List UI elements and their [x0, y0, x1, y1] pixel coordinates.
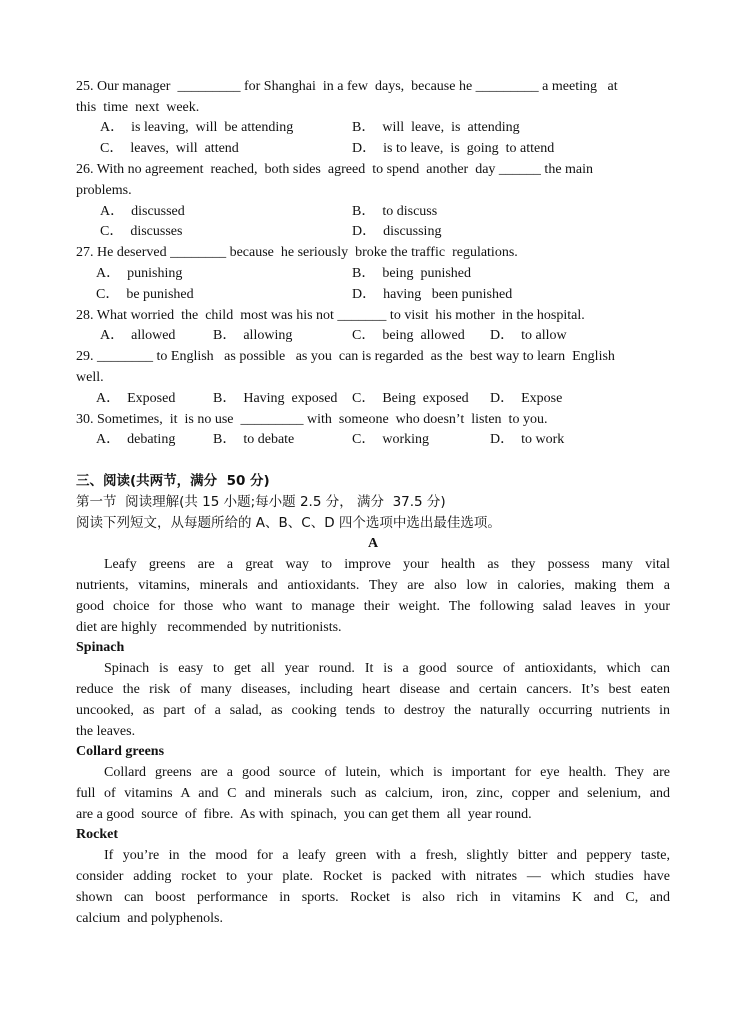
question-29-stem: 29. ________ to English as possible as you can is regarded as the best way to learn English [76, 349, 615, 364]
spinach-line-2: reduce the risk of many diseases, including heart disease and certain cancers. It’s best eaten [76, 682, 670, 697]
question-26-options-row1 [76, 202, 676, 222]
rocket-line-4: calcium and polyphenols. [76, 911, 223, 926]
option-a: A． allowed [100, 328, 176, 343]
passage-intro-line-1: Leafy greens are a great way to improve your health as they possess many vital [104, 557, 670, 572]
passage-intro-line-2: nutrients, vitamins, minerals and antioxidants. They are also low in calories, making them a [76, 578, 670, 593]
option-c: C． discusses [100, 224, 183, 239]
rocket-heading: Rocket [76, 827, 118, 842]
option-a: A． is leaving, will be attending [100, 120, 294, 135]
passage-intro-line-4: diet are highly recommended by nutritionists. [76, 620, 342, 635]
section-subheading: 第一节 阅读理解(共 15 小题;每小题 2.5 分， 满分 37.5 分) [76, 494, 446, 510]
collard-line-3: are a good source of fibre. As with spinach, you can get them all year round. [76, 807, 532, 822]
option-a: A． punishing [96, 266, 183, 281]
option-c: C． leaves, will attend [100, 141, 239, 156]
question-30-options [76, 430, 676, 450]
question-26-stem-cont: problems. [76, 183, 132, 198]
rocket-line-3: shown can boost performance in sports. Rocket is also rich in vitamins K and C, and [76, 890, 670, 905]
option-d: D． is to leave, is going to attend [352, 141, 555, 156]
option-b: B． to discuss [352, 204, 438, 219]
spinach-line-4: the leaves. [76, 724, 136, 739]
option-a: A． discussed [100, 204, 185, 219]
option-a: A． debating [96, 432, 176, 447]
option-d: D． to work [490, 432, 565, 447]
option-c: C． Being exposed [352, 391, 469, 406]
collard-line-2: full of vitamins A and C and minerals such as calcium, iron, zinc, copper and selenium, and [76, 786, 670, 801]
option-b: B． Having exposed [213, 391, 338, 406]
collard-line-1: Collard greens are a good source of lutein, which is important for eye health. They are [104, 765, 670, 780]
option-b: B． allowing [213, 328, 293, 343]
passage-intro-line-3: good choice for those who want to manage their weight. The following salad leaves in your [76, 599, 670, 614]
question-28-options [76, 326, 676, 346]
question-27-options-row2 [76, 285, 676, 305]
rocket-line-1: If you’re in the mood for a leafy green with a fresh, slightly bitter and peppery taste, [104, 848, 670, 863]
section-instruction: 阅读下列短文，从每题所给的 A、B、C、D 四个选项中选出最佳选项。 [76, 515, 501, 531]
question-25-options-row2 [76, 139, 676, 159]
option-d: D． having been punished [352, 287, 513, 302]
question-28-stem: 28. What worried the child most was his not _______ to visit his mother in the hospital. [76, 308, 585, 323]
collard-greens-heading: Collard greens [76, 744, 165, 759]
option-d: D． discussing [352, 224, 442, 239]
question-27-options-row1 [76, 264, 676, 284]
question-29-options [76, 389, 676, 409]
question-30-stem: 30. Sometimes, it is no use _________ with someone who doesn’t listen to you. [76, 412, 548, 427]
question-27-stem: 27. He deserved ________ because he seriously broke the traffic regulations. [76, 245, 518, 260]
option-b: B． will leave, is attending [352, 120, 520, 135]
option-d: D． to allow [490, 328, 567, 343]
question-26-options-row2 [76, 222, 676, 242]
rocket-line-2: consider adding rocket to your plate. Rocket is packed with nitrates — which studies have [76, 869, 670, 884]
question-25-stem: 25. Our manager _________ for Shanghai in a few days, because he _________ a meeting at [76, 79, 618, 94]
question-25-stem-cont: this time next week. [76, 100, 200, 115]
option-c: C． being allowed [352, 328, 465, 343]
option-c: C． working [352, 432, 429, 447]
spinach-line-3: uncooked, as part of a salad, as cooking tends to destroy the naturally occurring nutrients in [76, 703, 670, 718]
option-d: D． Expose [490, 391, 563, 406]
section-heading: 三、阅读(共两节，满分 50 分) [76, 473, 270, 489]
question-29-stem-cont: well. [76, 370, 104, 385]
question-25-options-row1 [76, 118, 676, 138]
option-b: B． being punished [352, 266, 471, 281]
passage-letter: A [367, 536, 379, 551]
option-b: B． to debate [213, 432, 295, 447]
option-a: A． Exposed [96, 391, 176, 406]
option-c: C． be punished [96, 287, 194, 302]
spinach-line-1: Spinach is easy to get all year round. It is a good source of antioxidants, which can [104, 661, 670, 676]
spinach-heading: Spinach [76, 640, 125, 655]
question-26-stem: 26. With no agreement reached, both sides agreed to spend another day ______ the main [76, 162, 594, 177]
